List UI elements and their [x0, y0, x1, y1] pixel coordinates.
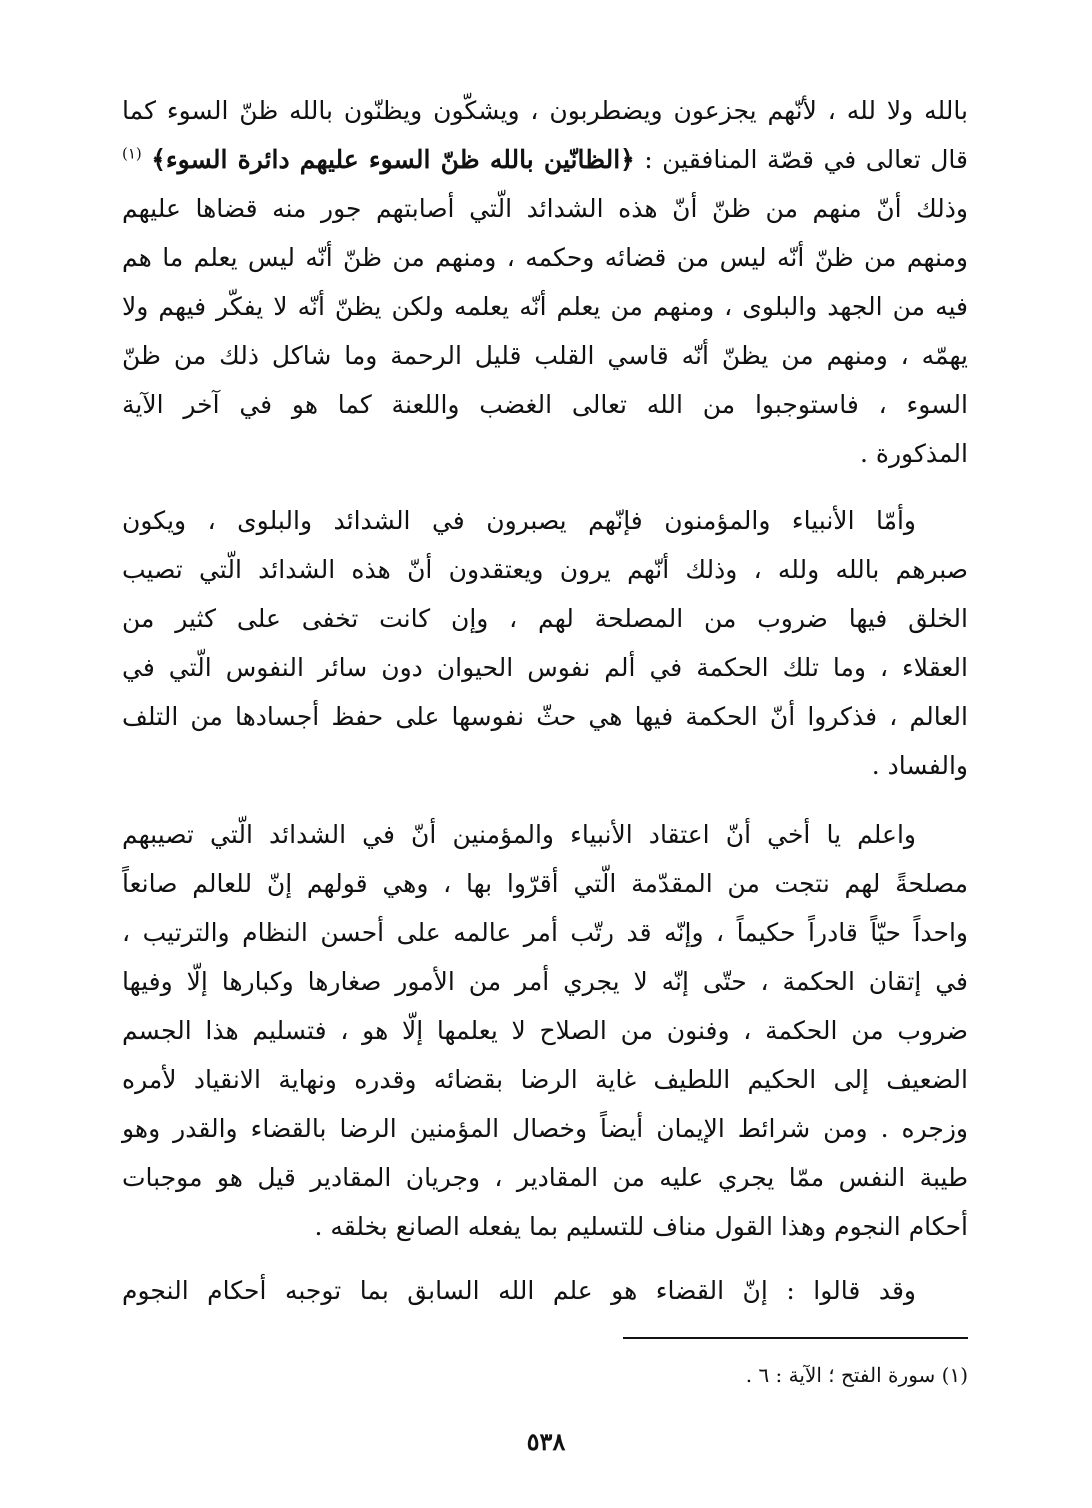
text-line: بالله ولا لله ، لأنّهم يجزعون ويضطربون ، ويشكّون ويظنّون بالله ظنّ السوء كما [122, 96, 968, 125]
text-line: الضعيف إلى الحكيم اللطيف غاية الرضا بقضائه وقدره ونهاية الانقياد لأمره [122, 1065, 968, 1094]
text-line: واحداً حيّاً قادراً حكيماً ، وإنّه قد رتّب أمر عالمه على أحسن النظام والترتيب ، [122, 918, 968, 947]
text-line: العقلاء ، وما تلك الحكمة في ألم نفوس الحيوان دون سائر النفوس الّتي في [122, 653, 968, 682]
text-line: واعلم يا أخي أنّ اعتقاد الأنبياء والمؤمنين أنّ في الشدائد الّتي تصيبهم [122, 820, 916, 849]
text-line: والفساد . [871, 751, 968, 780]
text-line: ضروب من الحكمة ، وفنون من الصلاح لا يعلمها إلّا هو ، فتسليم هذا الجسم [122, 1016, 968, 1045]
text-line: صبرهم بالله ولله ، وذلك أنّهم يرون ويعتقدون أنّ هذه الشدائد الّتي تصيب [122, 555, 968, 584]
text-line: ومنهم من ظنّ أنّه ليس من قضائه وحكمه ، ومنهم من ظنّ أنّه ليس يعلم ما هم [122, 243, 968, 272]
text-line: الخلق فيها ضروب من المصلحة لهم ، وإن كانت تخفى على كثير من [122, 604, 968, 633]
text-line: السوء ، فاستوجبوا من الله تعالى الغضب واللعنة كما هو في آخر الآية [122, 390, 968, 419]
paragraph-3 [122, 810, 968, 1251]
text-line: العالم ، فذكروا أنّ الحكمة فيها هي حثّ نفوسها على حفظ أجسادها من التلف [122, 702, 968, 731]
footnote-marker: (١) [122, 144, 142, 163]
page-number: ٥٣٨ [526, 1427, 566, 1456]
paragraph-1 [122, 86, 968, 478]
paragraph-2 [122, 496, 968, 790]
footnote: (١) سورة الفتح ؛ الآية : ٦ . [745, 1363, 968, 1387]
text-line: طيبة النفس ممّا يجري عليه من المقادير ، وجريان المقادير قيل هو موجبات [122, 1163, 968, 1192]
paragraph-4 [122, 1266, 968, 1315]
text-line: أحكام النجوم وهذا القول مناف للتسليم بما يفعله الصانع بخلقه . [314, 1212, 968, 1241]
line-text: قال تعالى في قصّة المنافقين : [634, 145, 968, 174]
text-line: وذلك أنّ منهم من ظنّ أنّ هذه الشدائد الّتي أصابتهم جور منه قضاها عليهم [122, 194, 968, 223]
footnote-divider [623, 1337, 968, 1339]
text-line: يهمّه ، ومنهم من يظنّ أنّه قاسي القلب قليل الرحمة وما شاكل ذلك من ظنّ [122, 341, 968, 370]
text-line: فيه من الجهد والبلوى ، ومنهم من يعلم أنّه يعلمه ولكن يظنّ أنّه لا يفكّر فيهم ولا [122, 292, 968, 321]
text-line: وقد قالوا : إنّ القضاء هو علم الله السابق بما توجبه أحكام النجوم [122, 1276, 916, 1305]
text-line: وأمّا الأنبياء والمؤمنون فإنّهم يصبرون في الشدائد والبلوى ، ويكون [122, 506, 916, 535]
text-line-with-quran-verse [122, 135, 968, 184]
text-line: مصلحةً لهم نتجت من المقدّمة الّتي أقرّوا بها ، وهي قولهم إنّ للعالم صانعاً [122, 869, 968, 898]
text-line: وزجره . ومن شرائط الإيمان أيضاً وخصال المؤمنين الرضا بالقضاء والقدر وهو [122, 1114, 968, 1143]
text-line: المذكورة . [859, 439, 968, 468]
quran-verse: ﴿الظانّين بالله ظنّ السوء عليهم دائرة السوء﴾ [151, 145, 635, 174]
text-line: في إتقان الحكمة ، حتّى إنّه لا يجري أمر من الأمور صغارها وكبارها إلّا وفيها [122, 967, 968, 996]
